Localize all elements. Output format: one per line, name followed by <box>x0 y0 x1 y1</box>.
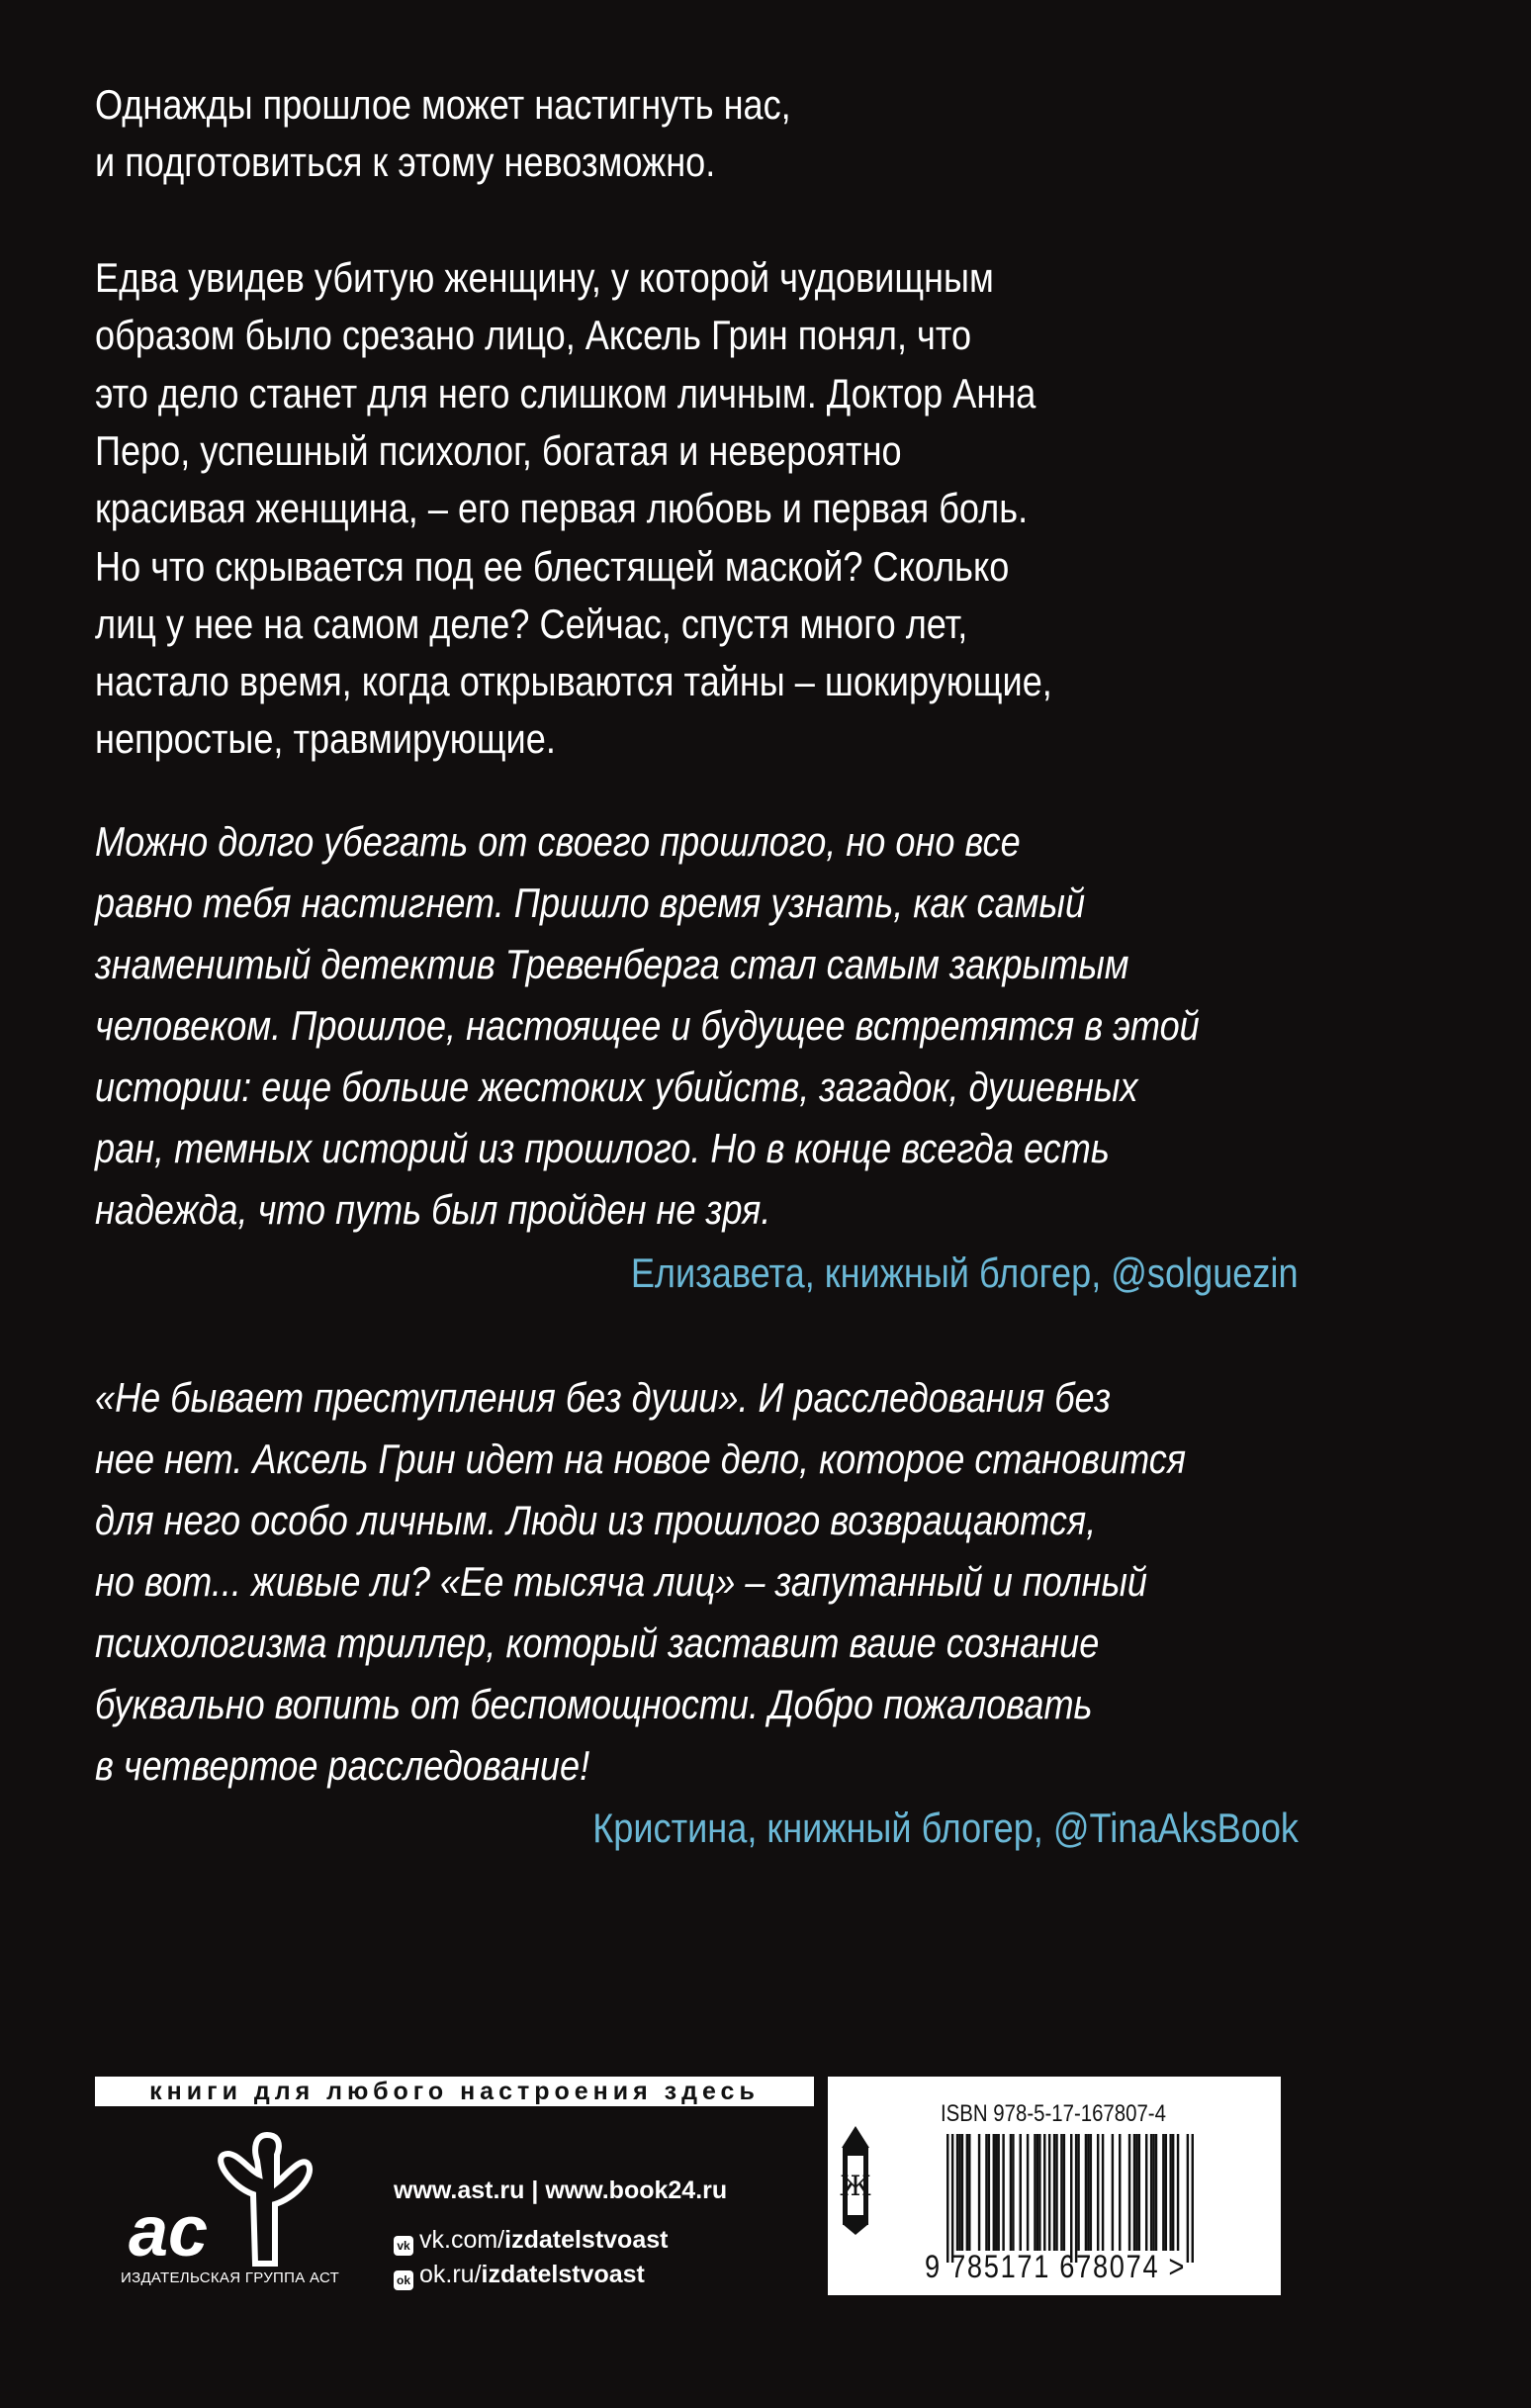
barcode-bar <box>1112 2134 1114 2251</box>
barcode-bar <box>1043 2134 1045 2251</box>
publisher-caption: ИЗДАТЕЛЬСКАЯ ГРУППА АСТ <box>121 2269 340 2286</box>
barcode-bar <box>1165 2134 1167 2251</box>
svg-text:ac: ac <box>129 2192 209 2271</box>
synopsis-line: Едва увидев убитую женщину, у которой чудовищным <box>95 254 994 301</box>
barcode-bar <box>1034 2134 1036 2251</box>
barcode-bar <box>1063 2134 1065 2251</box>
review-line: Можно долго убегать от своего прошлого, но оно все <box>95 818 1021 865</box>
barcode-bar <box>1172 2134 1174 2251</box>
review-line: истории: еще больше жестоких убийств, загадок, душевных <box>95 1064 1138 1110</box>
review-author: Кристина, книжный блогер, @TinaAksBook <box>592 1805 1299 1851</box>
barcode-bar <box>1187 2134 1189 2263</box>
synopsis-line: лиц у нее на самом деле? Сейчас, спустя много лет, <box>95 600 968 647</box>
slogan-banner: книги для любого настроения здесь <box>95 2077 814 2106</box>
barcode-bar <box>1027 2134 1029 2251</box>
barcode-bar <box>956 2134 958 2251</box>
barcode-bar <box>1055 2134 1057 2251</box>
intro-line: Однажды прошлое может настигнуть нас, <box>95 81 791 128</box>
review-line: но вот... живые ли? «Ее тысяча лиц» – запутанный и полный <box>95 1558 1147 1605</box>
review-line: для него особо личным. Люди из прошлого возвращаются, <box>95 1497 1097 1543</box>
barcode-bar <box>1085 2134 1087 2251</box>
synopsis-line: настало время, когда открываются тайны – шокирующие, <box>95 658 1052 705</box>
barcode-bar <box>961 2134 963 2251</box>
review-line: знаменитый детектив Тревенберга стал самым закрытым <box>95 941 1129 987</box>
barcode-bar <box>978 2134 980 2251</box>
review-line: надежда, что путь был пройден не зря. <box>95 1186 771 1233</box>
review-line: человеком. Прошлое, настоящее и будущее встретятся в этой <box>95 1002 1200 1049</box>
barcode-bar <box>1038 2134 1040 2251</box>
synopsis-line: красивая женщина, – его первая любовь и первая боль. <box>95 485 1029 532</box>
barcode-bar <box>1048 2134 1050 2251</box>
barcode-bar <box>1169 2134 1171 2251</box>
barcode-bar <box>1053 2134 1055 2251</box>
barcode-bar <box>951 2134 953 2263</box>
barcode-bar <box>1119 2134 1121 2251</box>
barcode-bar <box>946 2134 948 2263</box>
barcode-bar <box>1097 2134 1099 2251</box>
ok-icon: ok <box>394 2270 413 2290</box>
barcode-bar <box>1087 2134 1089 2251</box>
synopsis-line: Перо, успешный психолог, богатая и невероятно <box>95 426 902 474</box>
vk-link[interactable]: vk vk.com/izdatelstvoast <box>394 2226 668 2256</box>
barcode <box>946 2134 1194 2263</box>
ok-link[interactable]: ok ok.ru/izdatelstvoast <box>394 2261 645 2290</box>
barcode-bar <box>1128 2134 1130 2251</box>
barcode-bar <box>1192 2134 1194 2263</box>
barcode-bar <box>1075 2134 1077 2263</box>
barcode-bar <box>993 2134 995 2251</box>
review-line: в четвертое расследование! <box>95 1742 590 1789</box>
review-line: нее нет. Аксель Грин идет на новое дело, которое становится <box>95 1436 1187 1482</box>
barcode-bar <box>997 2134 999 2251</box>
barcode-bar <box>1155 2134 1157 2251</box>
review-line: «Не бывает преступления без души». И расследования без <box>95 1374 1112 1421</box>
barcode-bar <box>1012 2134 1014 2251</box>
ast-logo <box>129 2127 326 2275</box>
lantern-icon <box>840 2126 871 2235</box>
barcode-bar <box>985 2134 987 2251</box>
ean-digits: 9 785171 678074 > <box>925 2249 1187 2284</box>
synopsis-line: непростые, травмирующие. <box>95 715 556 763</box>
barcode-bar <box>1036 2134 1038 2251</box>
review-author: Елизавета, книжный блогер, @solguezin <box>631 1250 1299 1296</box>
synopsis-line: образом было срезано лицо, Аксель Грин понял, что <box>95 312 972 359</box>
synopsis-line: это дело станет для него слишком личным. Доктор Анна <box>95 369 1036 417</box>
barcode-bar <box>1135 2134 1137 2251</box>
synopsis-line: Но что скрывается под ее блестящей маской? Сколько <box>95 542 1010 590</box>
barcode-bar <box>1145 2134 1147 2251</box>
barcode-bar <box>1077 2134 1079 2251</box>
websites-link[interactable]: www.ast.ru | www.book24.ru <box>394 2176 728 2204</box>
barcode-bar <box>1138 2134 1140 2251</box>
barcode-bar <box>1102 2134 1104 2251</box>
barcode-bar <box>1010 2134 1012 2251</box>
barcode-bar <box>1162 2134 1164 2251</box>
barcode-bar <box>1152 2134 1154 2251</box>
barcode-bar <box>1020 2134 1022 2251</box>
isbn-text: ISBN 978-5-17-167807-4 <box>941 2100 1166 2127</box>
barcode-bar <box>1150 2134 1152 2251</box>
barcode-bar <box>995 2134 997 2251</box>
barcode-panel <box>828 2077 1281 2295</box>
barcode-bar <box>968 2134 970 2251</box>
review-line: равно тебя настигнет. Пришло время узнать, как самый <box>95 880 1086 926</box>
review-line: психологизма триллер, который заставит ваше сознание <box>95 1620 1100 1666</box>
review-line: ран, темных историй из прошлого. Но в конце всегда есть <box>95 1125 1110 1171</box>
vk-icon: vk <box>394 2236 413 2256</box>
barcode-bar <box>1133 2134 1135 2251</box>
barcode-bar <box>1177 2134 1179 2251</box>
svg-text:Ж: Ж <box>840 2170 871 2202</box>
barcode-bar <box>1060 2134 1062 2251</box>
barcode-bar <box>958 2134 960 2251</box>
barcode-bar <box>1090 2134 1092 2251</box>
intro-line: и подготовиться к этому невозможно. <box>95 139 716 185</box>
barcode-bar <box>966 2134 968 2251</box>
barcode-bar <box>1070 2134 1072 2263</box>
barcode-bar <box>988 2134 990 2251</box>
barcode-bar <box>1002 2134 1004 2251</box>
review-line: буквально вопить от беспомощности. Добро пожаловать <box>95 1681 1093 1727</box>
